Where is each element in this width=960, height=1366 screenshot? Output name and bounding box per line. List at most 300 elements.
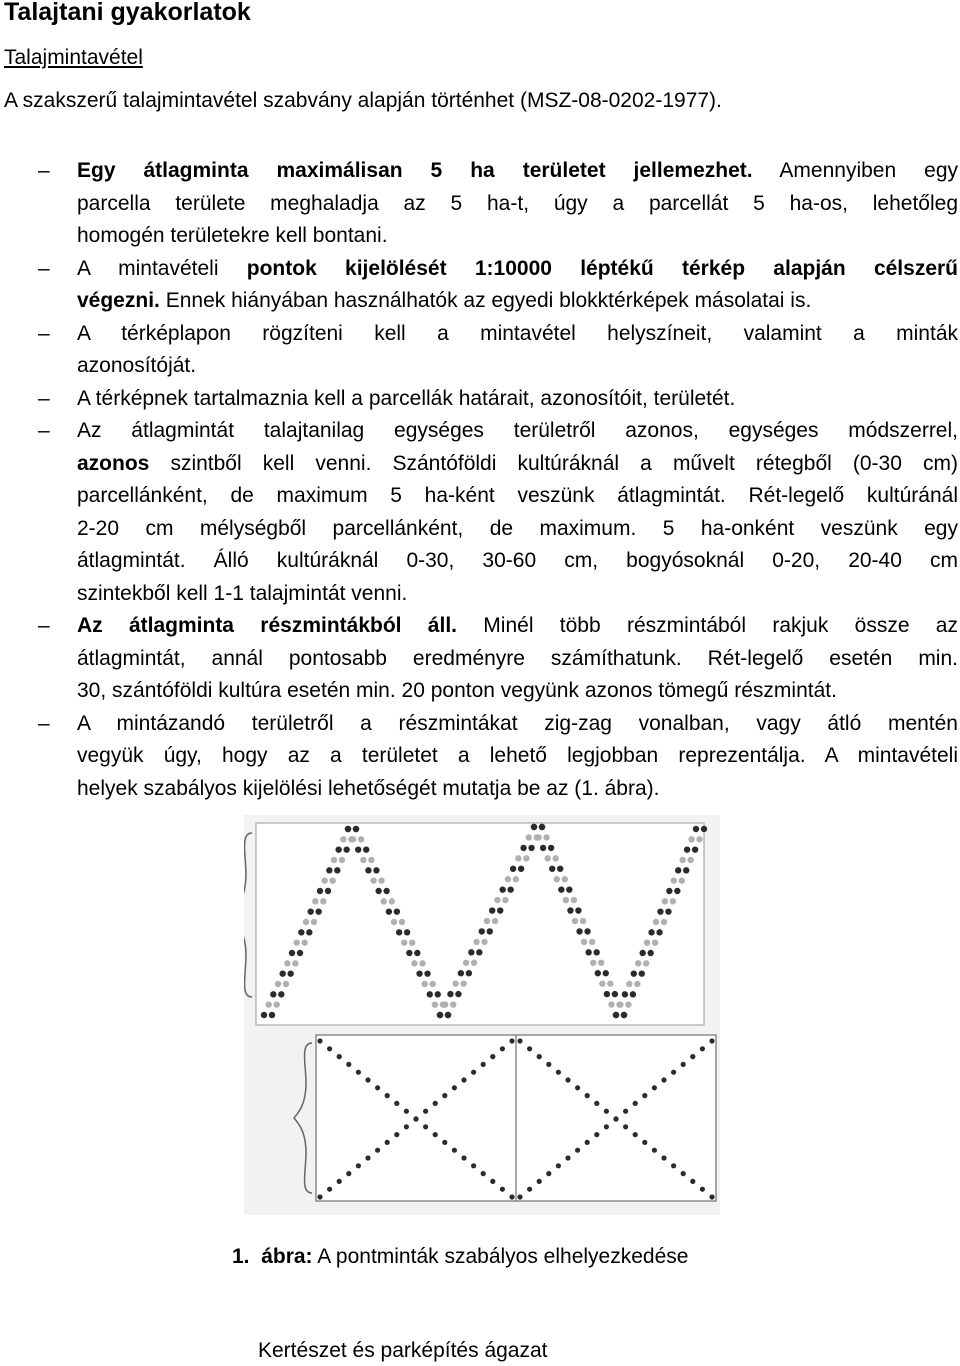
sample-point bbox=[543, 834, 549, 840]
text-line bbox=[77, 643, 958, 676]
sample-point bbox=[613, 1116, 618, 1121]
section-heading: Talajmintavétel bbox=[4, 46, 143, 69]
sample-point bbox=[546, 1062, 551, 1067]
sample-point bbox=[642, 1093, 647, 1098]
sample-point bbox=[594, 1101, 599, 1106]
sample-point bbox=[518, 866, 524, 872]
sample-point bbox=[327, 1187, 332, 1192]
intro-paragraph: A szakszerű talajmintavétel szabvány alapján történhet (MSZ-08-0202-1977). bbox=[4, 89, 722, 112]
sample-point bbox=[471, 960, 477, 966]
sample-point bbox=[580, 918, 586, 924]
sample-point bbox=[526, 834, 532, 840]
sample-point bbox=[656, 929, 662, 935]
sample-point bbox=[487, 928, 493, 934]
sample-point bbox=[595, 970, 601, 976]
sampling-pattern-figure bbox=[244, 815, 720, 1215]
sample-point bbox=[339, 857, 345, 863]
sample-point bbox=[432, 1001, 438, 1007]
sample-point bbox=[433, 1101, 438, 1106]
text-line bbox=[77, 155, 958, 188]
sample-point bbox=[681, 1062, 686, 1067]
zigzag-plot bbox=[256, 823, 704, 1025]
sample-point bbox=[471, 1163, 476, 1168]
sample-point bbox=[452, 1085, 457, 1090]
sample-point bbox=[468, 949, 474, 955]
sample-point bbox=[623, 1124, 628, 1129]
sample-point bbox=[520, 845, 526, 851]
sample-point bbox=[401, 939, 407, 945]
sample-point bbox=[612, 991, 618, 997]
list-item bbox=[0, 155, 960, 253]
sample-point bbox=[643, 960, 649, 966]
text-run: homogén területekre kell bontani. bbox=[77, 224, 388, 247]
sample-point bbox=[633, 1132, 638, 1137]
sample-point bbox=[312, 898, 318, 904]
sample-point bbox=[608, 1001, 614, 1007]
sample-point bbox=[661, 1155, 666, 1160]
sample-point bbox=[414, 950, 420, 956]
sample-point bbox=[626, 981, 632, 987]
text-line bbox=[77, 773, 958, 806]
sample-point bbox=[604, 991, 610, 997]
caption-text: A pontminták szabályos elhelyezkedése bbox=[312, 1245, 689, 1268]
sample-point bbox=[604, 1109, 609, 1114]
sample-point bbox=[585, 1140, 590, 1145]
sample-point bbox=[639, 970, 645, 976]
sample-point bbox=[690, 1054, 695, 1059]
dash-bullet: – bbox=[38, 256, 50, 280]
sample-point bbox=[548, 845, 554, 851]
sample-point bbox=[301, 939, 307, 945]
text-run: szintből kell venni. Szántóföldi kultúráknál a művelt rétegből (0-30 cm) bbox=[149, 451, 958, 475]
sample-point bbox=[502, 897, 508, 903]
sample-point bbox=[289, 950, 295, 956]
sample-point bbox=[584, 928, 590, 934]
sample-point bbox=[585, 949, 591, 955]
sample-point bbox=[343, 846, 349, 852]
sample-point bbox=[563, 897, 569, 903]
sample-point bbox=[556, 1163, 561, 1168]
sample-point bbox=[394, 1132, 399, 1137]
sample-point bbox=[270, 991, 276, 997]
text-run: Az átlagmintát talajtanilag egységes területről azonos, egységes módszerrel, bbox=[77, 419, 958, 442]
sample-point bbox=[510, 866, 516, 872]
sample-point bbox=[404, 1124, 409, 1129]
caption-label: ábra: bbox=[261, 1245, 313, 1268]
sample-point bbox=[652, 939, 658, 945]
sample-point bbox=[404, 929, 410, 935]
text-run: helyek szabályos kijelölési lehetőségét mutatja be az (1. ábra). bbox=[77, 776, 660, 800]
text-line bbox=[77, 220, 958, 253]
sample-point bbox=[317, 1038, 322, 1043]
text-line bbox=[77, 415, 958, 448]
sample-point bbox=[306, 929, 312, 935]
sample-point bbox=[473, 939, 479, 945]
dash-bullet: – bbox=[38, 159, 50, 182]
sample-point bbox=[413, 1116, 418, 1121]
text-run: Minél több részmintából rakjuk össze az bbox=[457, 614, 958, 637]
list-item bbox=[0, 318, 960, 383]
sample-point bbox=[419, 960, 425, 966]
sample-point bbox=[315, 908, 321, 914]
sample-point bbox=[594, 1132, 599, 1137]
dash-bullet: – bbox=[38, 614, 50, 637]
dash-bullet: – bbox=[38, 321, 50, 345]
text-line bbox=[77, 253, 958, 286]
sample-point bbox=[404, 1109, 409, 1114]
sample-point bbox=[385, 1093, 390, 1098]
text-line bbox=[77, 513, 958, 546]
sample-point bbox=[265, 1001, 271, 1007]
sample-point bbox=[269, 1012, 275, 1018]
sample-point bbox=[700, 1187, 705, 1192]
sample-point bbox=[671, 1163, 676, 1168]
list-item bbox=[0, 415, 960, 610]
sample-point bbox=[696, 836, 702, 842]
sample-point bbox=[479, 928, 485, 934]
sample-point bbox=[684, 846, 690, 852]
sample-point bbox=[497, 907, 503, 913]
sample-point bbox=[500, 1046, 505, 1051]
document-title: Talajtani gyakorlatok bbox=[4, 0, 251, 26]
sample-point bbox=[365, 867, 371, 873]
text-line bbox=[77, 675, 958, 708]
sample-point bbox=[394, 1101, 399, 1106]
bullet-list bbox=[0, 155, 960, 805]
sample-point bbox=[261, 1012, 267, 1018]
text-run: átlagmintát. Álló kultúráknál 0-30, 30-60 cm, bogyósoknál 0-20, 20-40 cm bbox=[77, 549, 958, 572]
sample-point bbox=[652, 1085, 657, 1090]
sample-point bbox=[321, 877, 327, 883]
sample-point bbox=[675, 867, 681, 873]
sample-point bbox=[513, 876, 519, 882]
sample-point bbox=[365, 1155, 370, 1160]
text-line bbox=[77, 318, 958, 351]
sample-point bbox=[365, 1077, 370, 1082]
sample-point bbox=[499, 886, 505, 892]
text-run: parcellánként, de maximum 5 ha-ként veszünk átlagmintát. Rét-legelő kultúránál bbox=[77, 484, 958, 507]
sample-point bbox=[460, 980, 466, 986]
sample-point bbox=[556, 1070, 561, 1075]
sample-point bbox=[350, 836, 356, 842]
sample-point bbox=[345, 826, 351, 832]
sample-point bbox=[642, 1140, 647, 1145]
sample-point bbox=[581, 939, 587, 945]
sample-point bbox=[709, 1194, 714, 1199]
sample-point bbox=[623, 1109, 628, 1114]
sample-point bbox=[476, 949, 482, 955]
sample-point bbox=[356, 1163, 361, 1168]
sample-point bbox=[634, 981, 640, 987]
text-run: átlagmintát, annál pontosabb eredményre számíthatunk. Rét-legelő esetén min. bbox=[77, 646, 958, 670]
sample-point bbox=[385, 1140, 390, 1145]
sample-point bbox=[576, 928, 582, 934]
text-run: azonosítóját. bbox=[77, 354, 197, 377]
sample-point bbox=[494, 897, 500, 903]
sample-point bbox=[544, 855, 550, 861]
sample-point bbox=[622, 991, 628, 997]
sample-point bbox=[517, 1038, 522, 1043]
sample-point bbox=[442, 1001, 448, 1007]
sample-point bbox=[373, 867, 379, 873]
page-footer: Kertészet és parképítés ágazat bbox=[258, 1339, 548, 1362]
sample-point bbox=[709, 1038, 714, 1043]
sample-point bbox=[537, 1179, 542, 1184]
sample-point bbox=[335, 846, 341, 852]
sample-point bbox=[331, 857, 337, 863]
sample-point bbox=[575, 1148, 580, 1153]
text-line bbox=[77, 708, 958, 741]
sample-point bbox=[317, 888, 323, 894]
sample-point bbox=[621, 1012, 627, 1018]
sample-point bbox=[416, 970, 422, 976]
list-item bbox=[0, 708, 960, 806]
text-line bbox=[77, 383, 958, 416]
sample-point bbox=[317, 1194, 322, 1199]
bold-run: azonos bbox=[77, 451, 150, 475]
sample-point bbox=[599, 980, 605, 986]
sample-point bbox=[631, 970, 637, 976]
sample-point bbox=[327, 1046, 332, 1051]
sample-point bbox=[490, 1179, 495, 1184]
sample-point bbox=[427, 991, 433, 997]
sample-point bbox=[423, 1109, 428, 1114]
sample-point bbox=[421, 981, 427, 987]
sample-point bbox=[471, 1070, 476, 1075]
sample-point bbox=[320, 898, 326, 904]
sample-point bbox=[356, 1070, 361, 1075]
sample-point bbox=[368, 857, 374, 863]
sample-point bbox=[481, 1062, 486, 1067]
sample-point bbox=[661, 1077, 666, 1082]
sample-point bbox=[278, 991, 284, 997]
sample-point bbox=[507, 886, 513, 892]
sample-point bbox=[287, 970, 293, 976]
list-item bbox=[0, 383, 960, 416]
sample-point bbox=[360, 857, 366, 863]
sample-point bbox=[303, 919, 309, 925]
sample-point bbox=[490, 1054, 495, 1059]
sample-point bbox=[546, 1171, 551, 1176]
sample-point bbox=[461, 1155, 466, 1160]
text-line bbox=[77, 285, 958, 318]
text-line bbox=[77, 480, 958, 513]
sample-point bbox=[665, 908, 671, 914]
sample-point bbox=[630, 991, 636, 997]
sample-point bbox=[603, 970, 609, 976]
sample-point bbox=[458, 970, 464, 976]
text-run: A mintázandó területről a részmintákat zig-zag vonalban, vagy átló mentén bbox=[77, 711, 958, 735]
sample-point bbox=[442, 1140, 447, 1145]
sample-point bbox=[589, 939, 595, 945]
text-line bbox=[77, 740, 958, 773]
sample-point bbox=[575, 1085, 580, 1090]
sample-point bbox=[527, 1187, 532, 1192]
sample-point bbox=[298, 929, 304, 935]
sample-point bbox=[363, 846, 369, 852]
text-run: 2-20 cm mélységből parcellánként, de maximum. 5 ha-onként veszünk egy bbox=[77, 516, 958, 540]
sample-point bbox=[539, 824, 545, 830]
sample-point bbox=[463, 960, 469, 966]
sample-point bbox=[337, 1179, 342, 1184]
text-run: A térképlapon rögzíteni kell a mintavétel helyszíneit, valamint a minták bbox=[77, 321, 958, 345]
sample-point bbox=[652, 1148, 657, 1153]
sample-point bbox=[484, 918, 490, 924]
sample-point bbox=[598, 960, 604, 966]
sample-point bbox=[679, 857, 685, 863]
sample-point bbox=[557, 866, 563, 872]
sample-point bbox=[489, 907, 495, 913]
sample-point bbox=[383, 888, 389, 894]
sample-point bbox=[329, 877, 335, 883]
sample-point bbox=[700, 1046, 705, 1051]
sample-point bbox=[334, 867, 340, 873]
sample-point bbox=[670, 898, 676, 904]
sample-point bbox=[671, 1070, 676, 1075]
sample-point bbox=[562, 876, 568, 882]
text-line bbox=[77, 578, 958, 611]
sample-point bbox=[452, 1148, 457, 1153]
sample-point bbox=[442, 1093, 447, 1098]
sample-point bbox=[509, 1194, 514, 1199]
text-run: Amennyiben egy bbox=[752, 159, 958, 182]
sample-point bbox=[292, 960, 298, 966]
figure-caption bbox=[232, 1243, 688, 1271]
sample-point bbox=[661, 919, 667, 925]
text-run: parcella területe meghaladja az 5 ha-t, úgy a parcellát 5 ha-os, lehetőleg bbox=[77, 191, 958, 215]
list-item bbox=[0, 610, 960, 708]
sample-point bbox=[554, 876, 560, 882]
dash-bullet: – bbox=[38, 419, 50, 442]
sample-point bbox=[633, 1101, 638, 1106]
sample-point bbox=[528, 845, 534, 851]
sample-point bbox=[481, 1171, 486, 1176]
sample-point bbox=[381, 898, 387, 904]
sample-point bbox=[674, 888, 680, 894]
sample-point bbox=[396, 929, 402, 935]
sample-point bbox=[273, 1001, 279, 1007]
sample-point bbox=[378, 877, 384, 883]
sample-point bbox=[307, 908, 313, 914]
sample-point bbox=[590, 960, 596, 966]
sample-point bbox=[279, 970, 285, 976]
sample-point bbox=[517, 1194, 522, 1199]
sample-point bbox=[666, 888, 672, 894]
sample-point bbox=[585, 1093, 590, 1098]
sample-point bbox=[523, 855, 529, 861]
sample-point bbox=[572, 918, 578, 924]
sample-point bbox=[515, 855, 521, 861]
sample-point bbox=[558, 886, 564, 892]
sample-point bbox=[690, 1179, 695, 1184]
sample-point bbox=[657, 908, 663, 914]
sample-point bbox=[461, 1077, 466, 1082]
sample-point bbox=[531, 824, 537, 830]
sample-point bbox=[389, 898, 395, 904]
bold-run: végezni. bbox=[77, 289, 160, 312]
sample-point bbox=[607, 980, 613, 986]
sample-point bbox=[370, 877, 376, 883]
sample-point bbox=[275, 981, 281, 987]
sample-point bbox=[683, 867, 689, 873]
sample-point bbox=[340, 836, 346, 842]
sample-point bbox=[662, 898, 668, 904]
sample-point bbox=[466, 970, 472, 976]
sample-point bbox=[509, 1038, 514, 1043]
sample-point bbox=[326, 867, 332, 873]
sample-point bbox=[527, 1046, 532, 1051]
bold-run: pontok kijelölését 1:10000 léptékű térkép alapján célszerű bbox=[246, 256, 958, 280]
sample-point bbox=[492, 918, 498, 924]
sample-point bbox=[375, 1148, 380, 1153]
sample-point bbox=[455, 991, 461, 997]
text-run: Ennek hiányában használhatók az egyedi blokktérképek másolatai is. bbox=[159, 289, 812, 312]
sample-point bbox=[613, 1012, 619, 1018]
sample-point bbox=[435, 991, 441, 997]
sample-point bbox=[411, 960, 417, 966]
sample-point bbox=[394, 908, 400, 914]
sample-point bbox=[552, 855, 558, 861]
text-line bbox=[77, 350, 958, 383]
sample-point bbox=[406, 950, 412, 956]
sample-point bbox=[647, 950, 653, 956]
sample-point bbox=[355, 846, 361, 852]
sample-point bbox=[447, 991, 453, 997]
text-line bbox=[77, 545, 958, 578]
sample-point bbox=[445, 1012, 451, 1018]
sample-point bbox=[648, 929, 654, 935]
sample-point bbox=[687, 857, 693, 863]
sample-point bbox=[325, 888, 331, 894]
list-item bbox=[0, 253, 960, 318]
sample-point bbox=[635, 960, 641, 966]
sample-point bbox=[437, 1012, 443, 1018]
sample-point bbox=[450, 1001, 456, 1007]
sample-point bbox=[433, 1132, 438, 1137]
sample-point bbox=[337, 1054, 342, 1059]
text-line bbox=[77, 448, 958, 481]
sample-point bbox=[540, 845, 546, 851]
sample-point bbox=[346, 1171, 351, 1176]
sample-point bbox=[571, 897, 577, 903]
sample-point bbox=[409, 939, 415, 945]
sample-point bbox=[644, 939, 650, 945]
sample-point bbox=[567, 907, 573, 913]
sample-point bbox=[549, 866, 555, 872]
sample-point bbox=[653, 919, 659, 925]
sample-point bbox=[283, 981, 289, 987]
sample-point bbox=[481, 939, 487, 945]
dash-bullet: – bbox=[38, 386, 50, 410]
sample-point bbox=[575, 907, 581, 913]
sample-point bbox=[423, 1124, 428, 1129]
text-run: 30, szántóföldi kultúra esetén min. 20 ponton vegyünk azonos tömegű részmintát. bbox=[77, 679, 837, 702]
sample-point bbox=[311, 919, 317, 925]
sample-point bbox=[452, 980, 458, 986]
sample-point bbox=[701, 826, 707, 832]
sample-point bbox=[566, 886, 572, 892]
sample-point bbox=[375, 1085, 380, 1090]
text-run: A térképnek tartalmaznia kell a parcellák határait, azonosítóit, területét. bbox=[77, 386, 736, 410]
sample-point bbox=[604, 1124, 609, 1129]
sample-point bbox=[375, 888, 381, 894]
sample-point bbox=[391, 919, 397, 925]
sample-point bbox=[679, 877, 685, 883]
sample-point bbox=[399, 919, 405, 925]
sample-point bbox=[692, 846, 698, 852]
sample-point bbox=[353, 826, 359, 832]
bold-run: Az átlagminta részmintákból áll. bbox=[77, 614, 457, 637]
